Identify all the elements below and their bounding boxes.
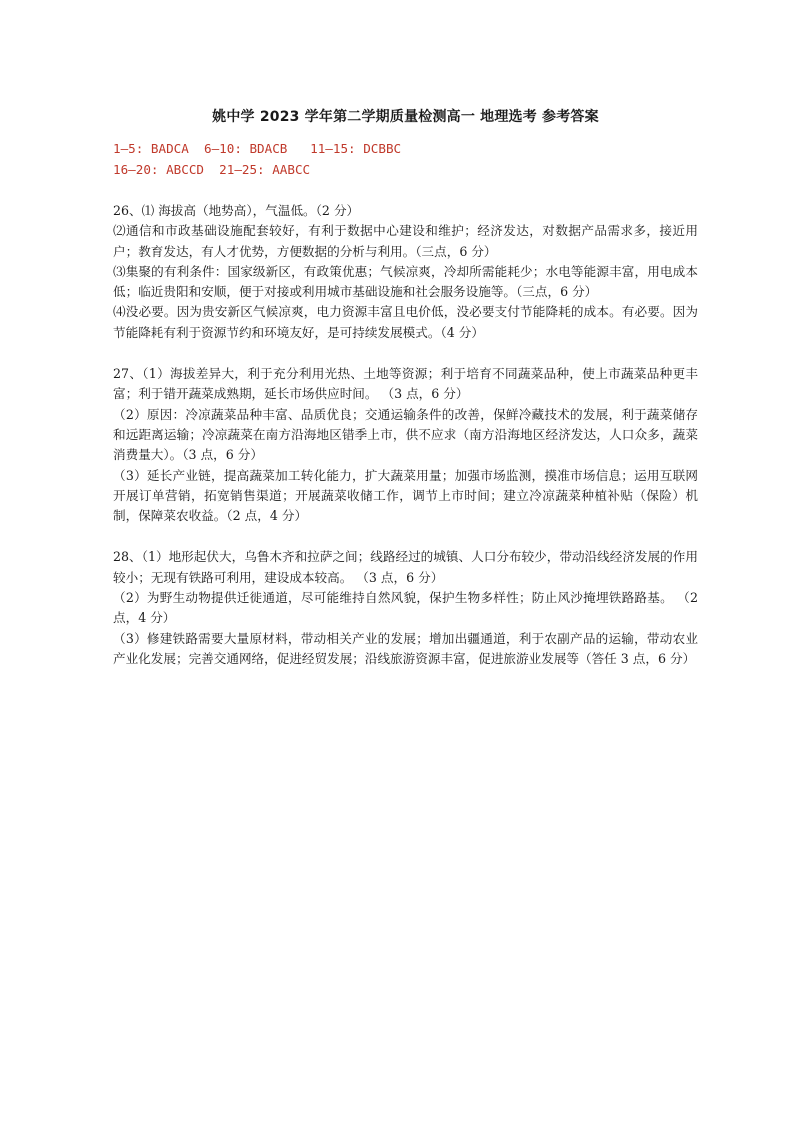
mc-answer-line: 16—20: ABCCD 21—25: AABCC (113, 162, 311, 177)
q26-part-1: 26、⑴ 海拔高（地势高），气温低。（2 分） (113, 203, 360, 218)
question-26-answer (113, 201, 698, 343)
question-28-answer (113, 547, 698, 669)
q27-part-2: （2）原因：冷凉蔬菜品种丰富、品质优良；交通运输条件的改善，保鲜冷藏技术的发展，利于蔬菜储存和远距离运输；冷凉蔬菜在南方沿海地区错季上市，供不应求（南方沿海地区经济发达，人口众多，蔬菜消费量大）。（3 点，6 分） (113, 406, 698, 463)
multiple-choice-answers (113, 138, 698, 180)
spacer (113, 180, 698, 201)
answer-sheet (113, 106, 698, 669)
q27-part-1: 27、（1）海拔差异大，利于充分利用光热、土地等资源；利于培育不同蔬菜品种，使上市蔬菜品种更丰富；利于错开蔬菜成熟期，延长市场供应时间。 （3 点，6 分） (113, 366, 698, 402)
q27-part-3: （3）延长产业链，提高蔬菜加工转化能力，扩大蔬菜用量；加强市场监测，摸准市场信息；运用互联网开展订单营销，拓宽销售渠道；开展蔬菜收储工作，调节上市时间；建立冷凉蔬菜种植补贴（保险）机制，保障菜农收益。（2 点，4 分） (113, 467, 698, 524)
page-title: 姚中学 2023 学年第二学期质量检测高一 地理选考 参考答案 (212, 109, 599, 125)
q28-part-3: （3）修建铁路需要大量原材料，带动相关产业的发展；增加出疆通道，利于农副产品的运输，带动农业产业化发展；完善交通网络，促进经贸发展；沿线旅游资源丰富，促进旅游业发展等（答任 3 点，6 分） (113, 630, 698, 666)
question-27-answer (113, 364, 698, 526)
q26-part-4: ⑷没必要。因为贵安新区气候凉爽，电力资源丰富且电价低，没必要支付节能降耗的成本。有必要。因为节能降耗有利于资源节约和环境友好，是可持续发展模式。（4 分） (113, 304, 698, 340)
q28-part-1: 28、（1）地形起伏大，乌鲁木齐和拉萨之间；线路经过的城镇、人口分布较少，带动沿线经济发展的作用较小；无现有铁路可利用，建设成本较高。 （3 点，6 分） (113, 549, 698, 585)
spacer (113, 343, 698, 364)
mc-answer-line: 1—5: BADCA 6—10: BDACB 11—15: DCBBC (113, 141, 402, 156)
q26-part-2: ⑵通信和市政基础设施配套较好，有利于数据中心建设和维护；经济发达，对数据产品需求多，接近用户；教育发达，有人才优势，方便数据的分析与利用。（三点，6 分） (113, 223, 698, 259)
spacer (113, 526, 698, 547)
q28-part-2: （2）为野生动物提供迁徙通道，尽可能维持自然风貌，保护生物多样性；防止风沙掩埋铁路路基。 （2 点，4 分） (113, 590, 698, 626)
q26-part-3: ⑶集聚的有利条件：国家级新区，有政策优惠；气候凉爽，冷却所需能耗少；水电等能源丰富，用电成本低；临近贵阳和安顺，便于对接或利用城市基础设施和社会服务设施等。（三点，6 分） (113, 263, 698, 300)
